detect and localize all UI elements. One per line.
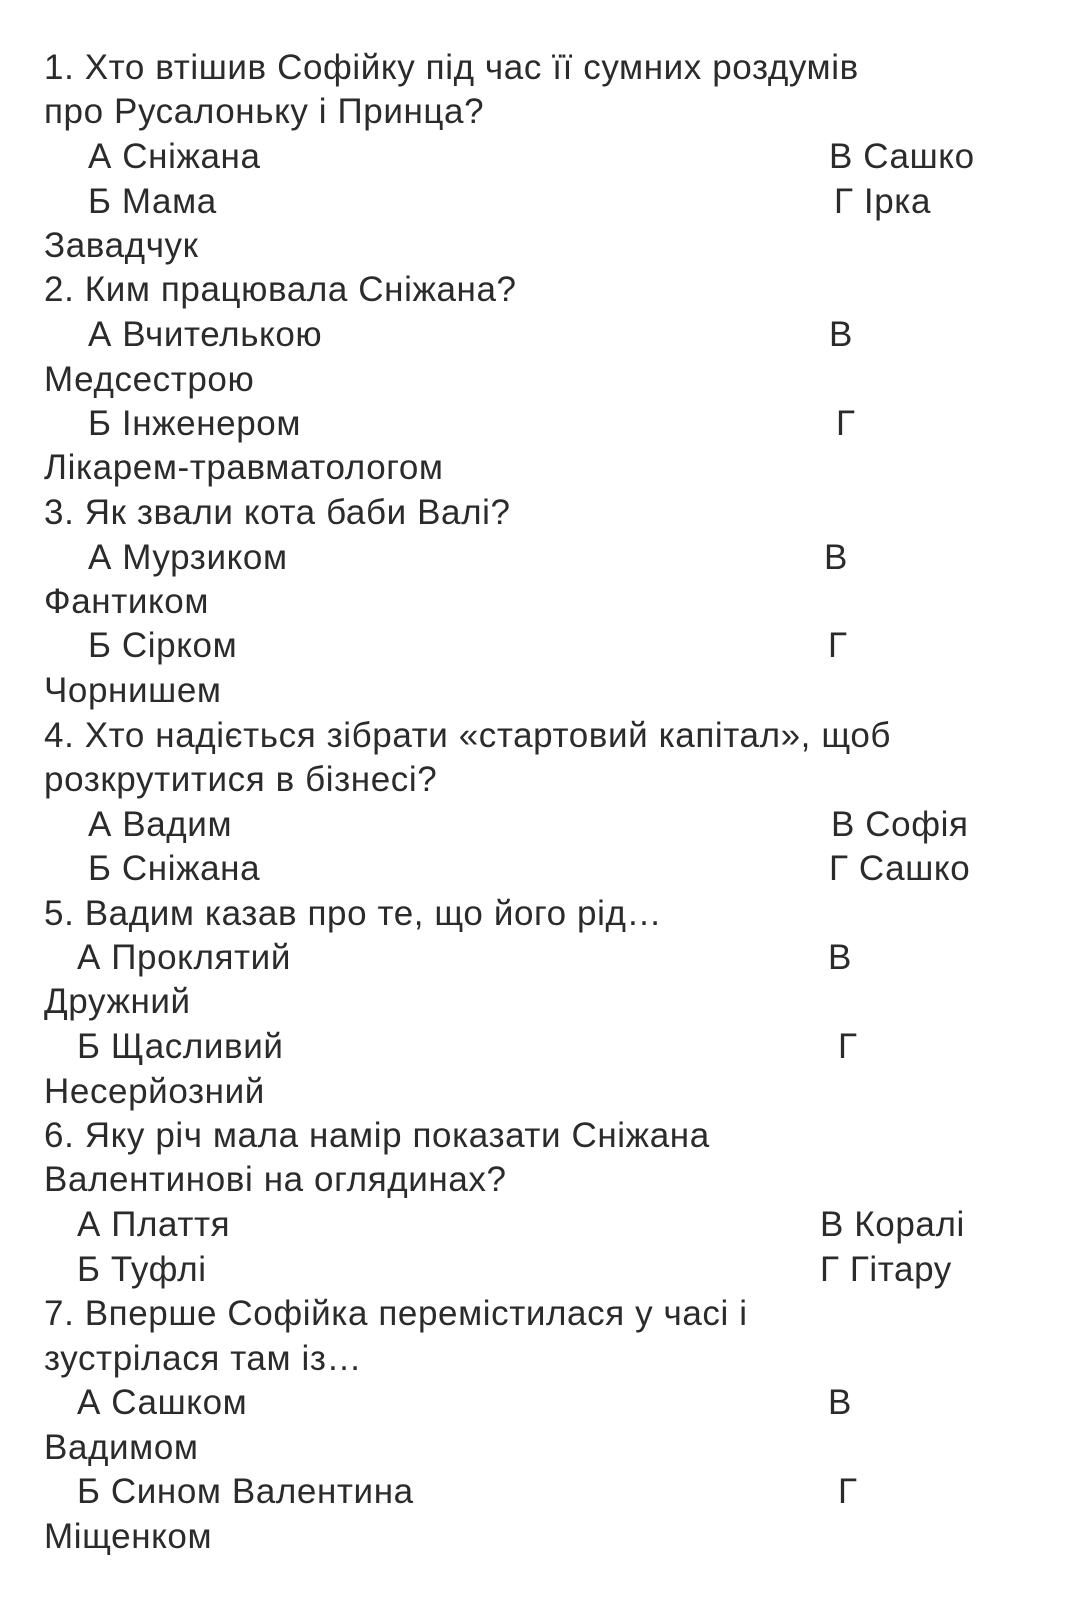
question-7-option-g-wrap: Міщенком [44, 1517, 213, 1556]
question-1-line-2: про Русалоньку і Принца? [44, 92, 485, 131]
question-5-option-v-wrap: Дружний [44, 982, 191, 1021]
question-4-option-g: Г Сашко [829, 849, 971, 888]
question-2-option-g-wrap: Лікарем-травматологом [44, 448, 444, 487]
question-5-option-a: А Проклятий [77, 938, 291, 977]
question-3-option-g-wrap: Чорнишем [44, 671, 222, 710]
question-1-option-v: В Сашко [829, 137, 975, 176]
question-7-line-1: 7. Вперше Софійка перемістилася у часі і [44, 1294, 748, 1333]
question-7-line-2: зустрілася там із… [44, 1339, 363, 1378]
question-2-option-v: В [829, 315, 853, 354]
question-7-option-a: А Сашком [77, 1383, 248, 1422]
question-2-option-g: Г [836, 404, 856, 443]
question-5-line-1: 5. Вадим казав про те, що його рід… [44, 894, 663, 933]
question-6-line-1: 6. Яку річ мала намір показати Сніжана [44, 1116, 710, 1155]
question-3-option-a: А Мурзиком [88, 538, 288, 577]
question-1-option-a: А Сніжана [88, 137, 261, 176]
question-4-option-a: А Вадим [88, 805, 233, 844]
question-1-line-1: 1. Хто втішив Софійку під час її сумних роздумів [44, 48, 859, 87]
question-3-line-1: 3. Як звали кота баби Валі? [44, 493, 511, 532]
question-5-option-b: Б Щасливий [77, 1027, 284, 1066]
question-1-option-b: Б Мама [88, 182, 217, 221]
question-3-option-g: Г [828, 626, 848, 665]
question-5-option-v: В [828, 938, 852, 977]
question-5-option-g-wrap: Несерйозний [44, 1072, 265, 1111]
question-7-option-v-wrap: Вадимом [44, 1428, 199, 1467]
question-2-option-a: А Вчителькою [88, 315, 323, 354]
question-4-option-v: В Софія [831, 805, 969, 844]
question-2-option-v-wrap: Медсестрою [44, 360, 255, 399]
question-7-option-b: Б Сином Валентина [77, 1472, 414, 1511]
question-6-option-b: Б Туфлі [77, 1250, 207, 1289]
question-5-option-g: Г [838, 1027, 858, 1066]
question-7-option-v: В [828, 1383, 852, 1422]
question-6-option-a: А Плаття [77, 1205, 231, 1244]
question-6-option-v: В Коралі [820, 1205, 965, 1244]
question-6-option-g: Г Гітару [820, 1250, 952, 1289]
question-4-line-1: 4. Хто надіється зібрати «стартовий капітал», щоб [44, 716, 892, 755]
question-3-option-v-wrap: Фантиком [44, 582, 210, 621]
question-2-line-1: 2. Ким працювала Сніжана? [44, 270, 517, 309]
question-7-option-g: Г [838, 1472, 858, 1511]
question-1-option-g-wrap: Завадчук [44, 226, 199, 265]
question-3-option-b: Б Сірком [88, 626, 238, 665]
question-2-option-b: Б Інженером [88, 404, 302, 443]
question-1-option-g: Г Ірка [834, 182, 932, 221]
question-3-option-v: В [824, 538, 848, 577]
question-4-line-2: розкрутитися в бізнесі? [44, 760, 438, 799]
question-6-line-2: Валентинові на оглядинах? [44, 1160, 507, 1199]
question-4-option-b: Б Сніжана [88, 849, 261, 888]
